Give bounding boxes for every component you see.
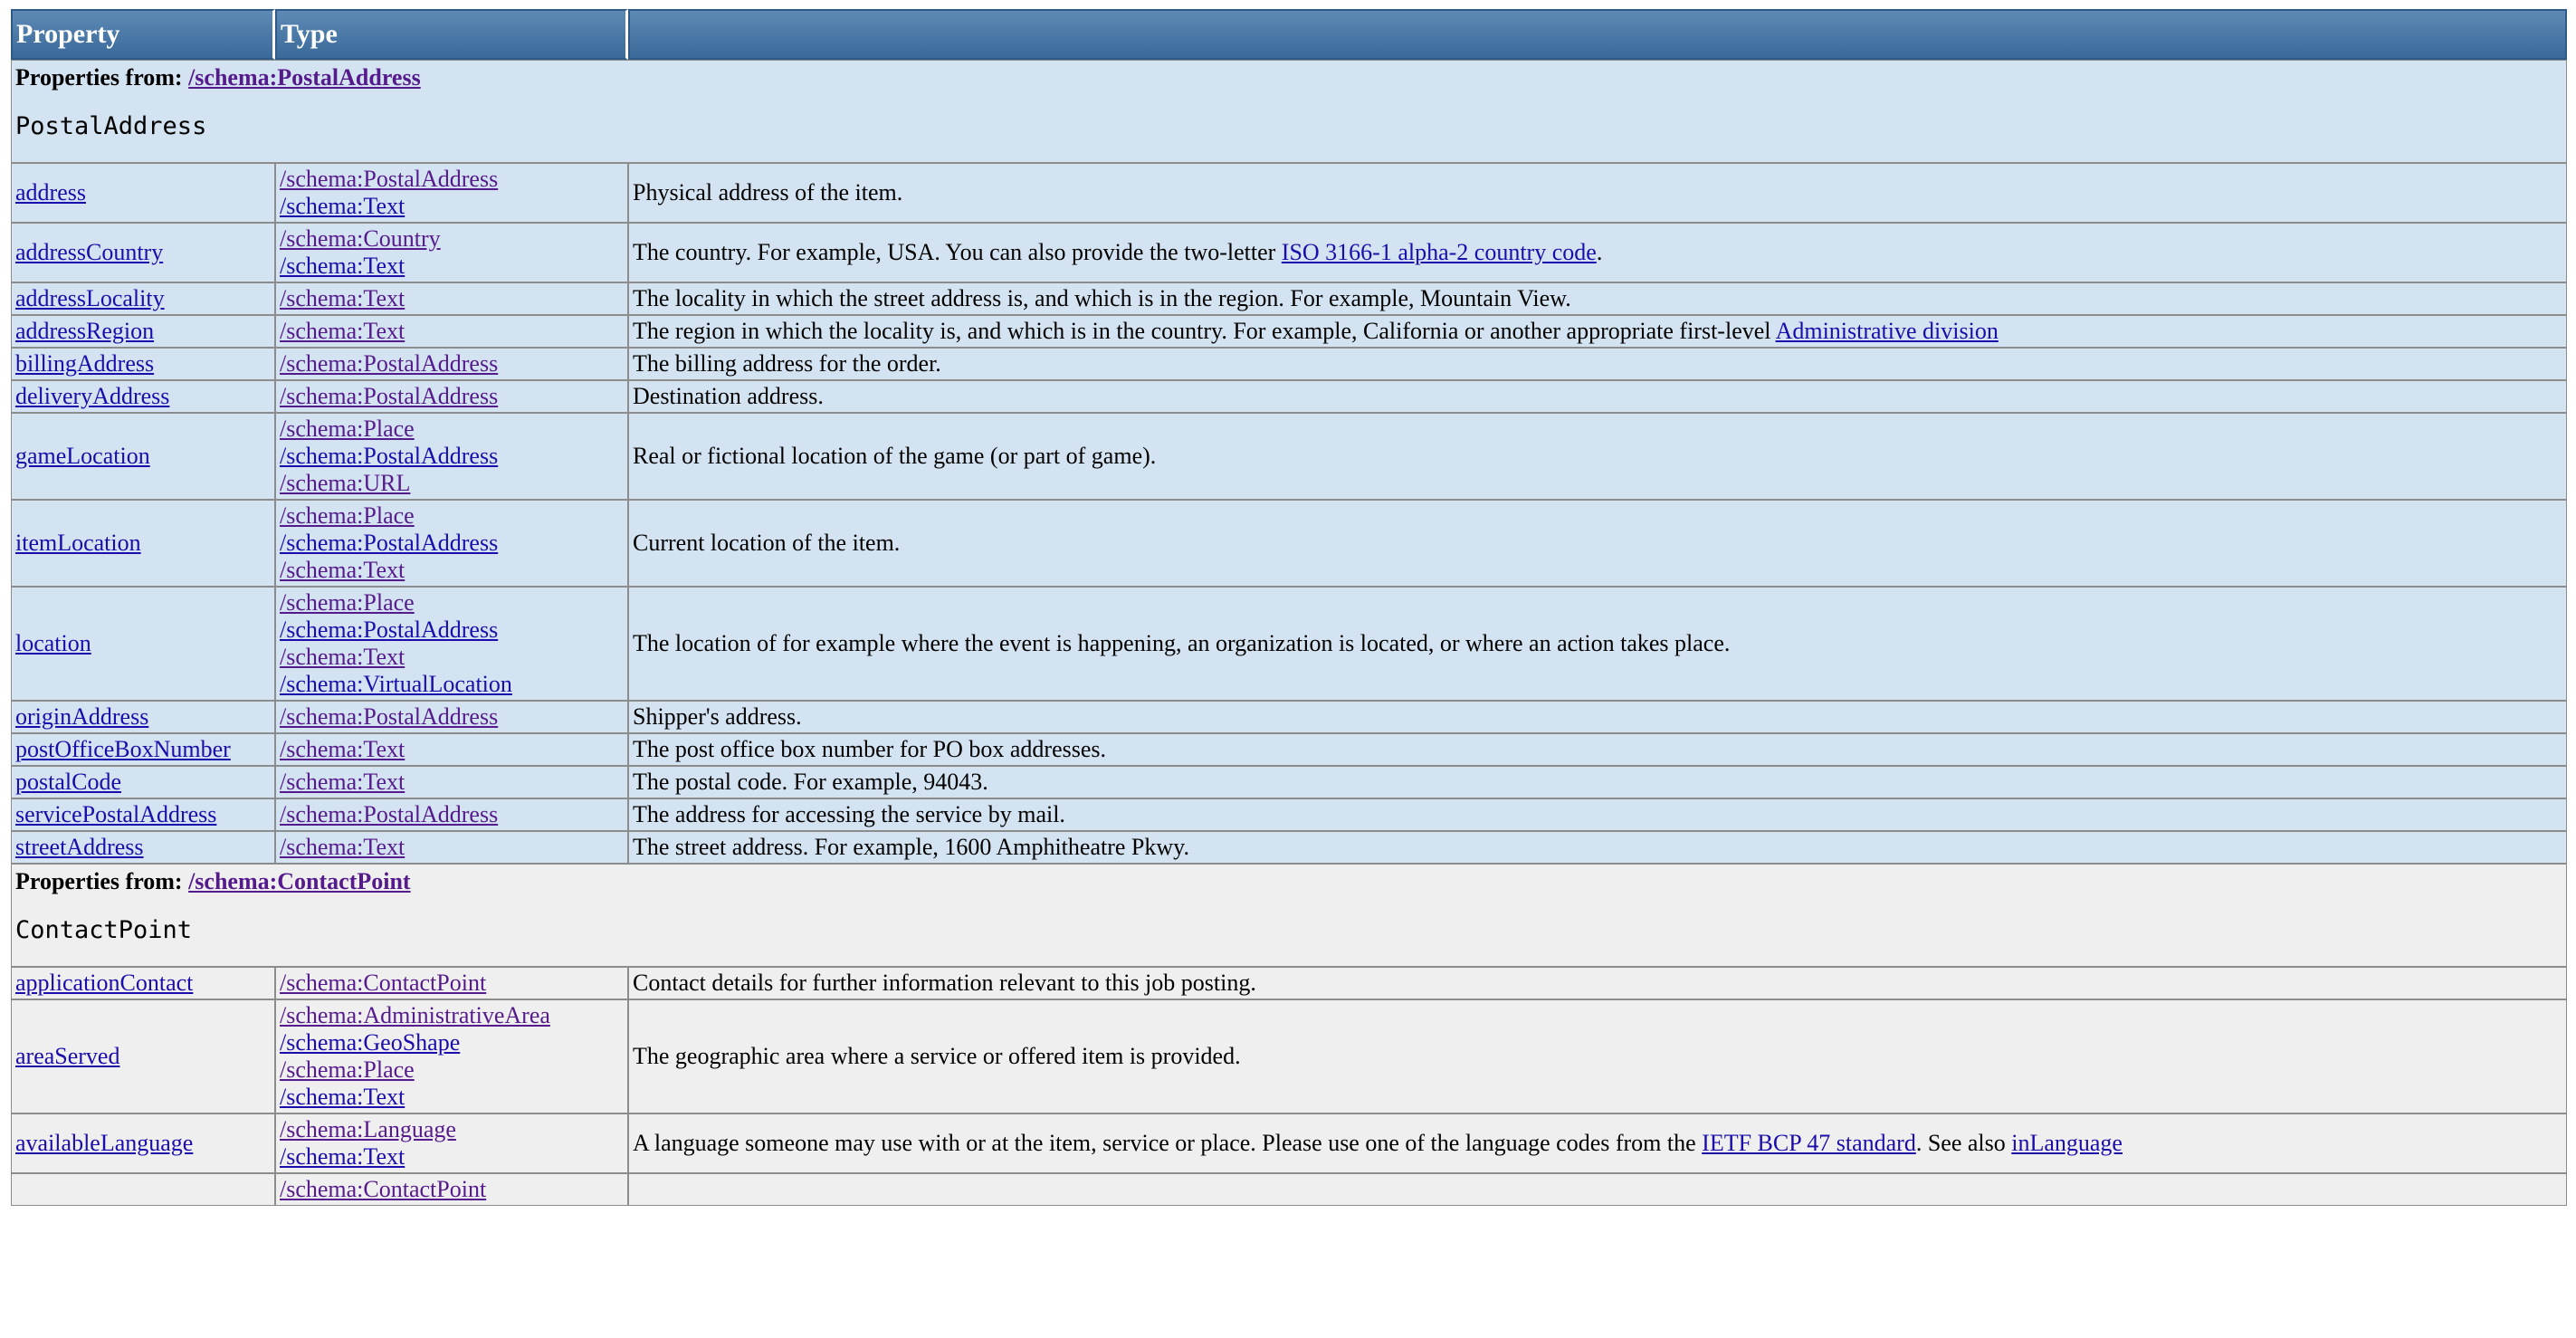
type-link[interactable]: /schema:PostalAddress <box>280 443 499 469</box>
type-link[interactable]: /schema:Text <box>280 1143 405 1170</box>
table-row <box>11 733 2567 766</box>
description-text: Current location of the item. <box>633 530 901 556</box>
type-cell <box>275 380 628 413</box>
type-link[interactable]: /schema:Text <box>280 1084 405 1110</box>
property-cell <box>11 733 275 766</box>
type-link[interactable]: /schema:PostalAddress <box>280 703 499 730</box>
description-text: Real or fictional location of the game (or part of game). <box>633 443 1157 469</box>
type-cell <box>275 766 628 798</box>
section-header <box>11 60 2567 163</box>
description-cell <box>628 163 2567 223</box>
property-cell <box>11 766 275 798</box>
type-cell <box>275 733 628 766</box>
description-text: Physical address of the item. <box>633 179 903 205</box>
type-cell <box>275 999 628 1113</box>
description-text: Destination address. <box>633 383 824 409</box>
section-type-link[interactable]: /schema:PostalAddress <box>188 64 421 91</box>
type-link[interactable]: /schema:VirtualLocation <box>280 671 512 697</box>
table-row <box>11 999 2567 1113</box>
type-link[interactable]: /schema:PostalAddress <box>280 801 499 827</box>
description-cell <box>628 701 2567 733</box>
property-link[interactable]: address <box>15 179 86 205</box>
property-link[interactable]: addressCountry <box>15 239 164 265</box>
description-text: The street address. For example, 1600 Amphitheatre Pkwy. <box>633 834 1189 860</box>
type-cell <box>275 500 628 587</box>
description-cell <box>628 733 2567 766</box>
type-link[interactable]: /schema:Text <box>280 285 405 311</box>
table-row <box>11 500 2567 587</box>
description-text: The billing address for the order. <box>633 350 941 377</box>
table-row <box>11 967 2567 999</box>
property-cell <box>11 798 275 831</box>
property-link[interactable]: itemLocation <box>15 530 141 556</box>
property-link[interactable]: streetAddress <box>15 834 144 860</box>
description-text: The locality in which the street address is, and which is in the region. For example, Mountain View. <box>633 285 1571 311</box>
table-row <box>11 587 2567 701</box>
section-source <box>15 64 2562 91</box>
table-row <box>11 315 2567 348</box>
section-header <box>11 864 2567 967</box>
type-cell <box>275 798 628 831</box>
description-link-secondary[interactable]: inLanguage <box>2011 1130 2123 1156</box>
type-cell <box>275 831 628 864</box>
table-row <box>11 1173 2567 1206</box>
property-link[interactable]: applicationContact <box>15 970 194 996</box>
description-link[interactable]: Administrative division <box>1775 318 1999 344</box>
description-text: Shipper's address. <box>633 703 802 730</box>
description-text: The address for accessing the service by mail. <box>633 801 1065 827</box>
table-row <box>11 831 2567 864</box>
properties-table <box>11 9 2567 1206</box>
type-link[interactable]: /schema:ContactPoint <box>280 1176 487 1202</box>
property-link[interactable]: gameLocation <box>15 443 150 469</box>
description-cell <box>628 587 2567 701</box>
description-text: The region in which the locality is, and which is in the country. For example, California or another appropriate first-level <box>633 318 1776 344</box>
section-type-name: PostalAddress <box>15 112 207 140</box>
type-link[interactable]: /schema:Text <box>280 193 405 219</box>
type-link[interactable]: /schema:GeoShape <box>280 1029 461 1056</box>
section-type-name: ContactPoint <box>15 916 193 944</box>
table-row <box>11 163 2567 223</box>
type-link[interactable]: /schema:URL <box>280 470 411 496</box>
type-link[interactable]: /schema:PostalAddress <box>280 350 499 377</box>
type-cell <box>275 1173 628 1206</box>
description-cell <box>628 831 2567 864</box>
type-link[interactable]: /schema:PostalAddress <box>280 530 499 556</box>
type-cell <box>275 701 628 733</box>
property-cell <box>11 500 275 587</box>
property-cell <box>11 223 275 282</box>
description-text-after: . See also <box>1915 1130 2012 1156</box>
type-cell <box>275 967 628 999</box>
header-row <box>11 9 2567 60</box>
description-text: The post office box number for PO box addresses. <box>633 736 1107 762</box>
type-cell <box>275 282 628 315</box>
description-cell <box>628 766 2567 798</box>
description-cell <box>628 413 2567 500</box>
type-cell <box>275 223 628 282</box>
property-cell <box>11 282 275 315</box>
property-link[interactable]: availableLanguage <box>15 1130 194 1156</box>
type-link[interactable]: /schema:Text <box>280 253 405 279</box>
description-text-after: . <box>1596 239 1603 265</box>
type-cell <box>275 413 628 500</box>
table-row <box>11 380 2567 413</box>
type-link[interactable]: /schema:PostalAddress <box>280 166 499 192</box>
type-link[interactable]: /schema:Place <box>280 416 415 442</box>
section-prefix: Properties from: <box>15 64 189 91</box>
type-link[interactable]: /schema:AdministrativeArea <box>280 1002 550 1028</box>
section-header-row <box>11 60 2567 163</box>
property-cell <box>11 315 275 348</box>
description-text: The geographic area where a service or offered item is provided. <box>633 1043 1241 1069</box>
type-link[interactable]: /schema:Place <box>280 589 415 616</box>
property-cell <box>11 701 275 733</box>
description-cell <box>628 1173 2567 1206</box>
table-row <box>11 223 2567 282</box>
type-link[interactable]: /schema:Text <box>280 557 405 583</box>
type-cell <box>275 1113 628 1173</box>
table-row <box>11 413 2567 500</box>
table-row <box>11 1113 2567 1173</box>
header-type: Type <box>275 9 628 60</box>
type-cell <box>275 315 628 348</box>
table-row <box>11 348 2567 380</box>
property-link[interactable]: originAddress <box>15 703 149 730</box>
property-cell <box>11 587 275 701</box>
property-link[interactable]: location <box>15 630 91 656</box>
property-cell <box>11 999 275 1113</box>
header-description <box>628 9 2567 60</box>
type-link[interactable]: /schema:Text <box>280 644 405 670</box>
property-cell <box>11 380 275 413</box>
description-link[interactable]: IETF BCP 47 standard <box>1702 1130 1916 1156</box>
section-type-link[interactable]: /schema:ContactPoint <box>188 868 411 894</box>
description-link[interactable]: ISO 3166-1 alpha-2 country code <box>1281 239 1597 265</box>
section-header-row <box>11 864 2567 967</box>
table-row <box>11 766 2567 798</box>
description-cell <box>628 348 2567 380</box>
table-row <box>11 701 2567 733</box>
type-cell <box>275 348 628 380</box>
type-link[interactable]: /schema:ContactPoint <box>280 970 487 996</box>
property-cell <box>11 831 275 864</box>
description-text: The location of for example where the event is happening, an organization is located, or where an action takes place. <box>633 630 1731 656</box>
description-text: A language someone may use with or at the item, service or place. Please use one of the language codes from the <box>633 1130 1703 1156</box>
description-cell <box>628 500 2567 587</box>
property-link[interactable]: addressLocality <box>15 285 165 311</box>
property-cell <box>11 163 275 223</box>
property-link[interactable]: areaServed <box>15 1043 120 1069</box>
description-text: Contact details for further information relevant to this job posting. <box>633 970 1256 996</box>
property-link[interactable]: servicePostalAddress <box>15 801 217 827</box>
description-cell <box>628 1113 2567 1173</box>
property-link[interactable]: addressRegion <box>15 318 155 344</box>
property-cell <box>11 967 275 999</box>
table-row <box>11 798 2567 831</box>
section-source <box>15 868 2562 895</box>
type-link[interactable]: /schema:Place <box>280 1056 415 1083</box>
type-cell <box>275 587 628 701</box>
type-link[interactable]: /schema:PostalAddress <box>280 616 499 643</box>
type-link[interactable]: /schema:Language <box>280 1116 456 1142</box>
description-cell <box>628 380 2567 413</box>
property-cell <box>11 413 275 500</box>
property-cell <box>11 1113 275 1173</box>
type-link[interactable]: /schema:Text <box>280 834 405 860</box>
table-body <box>11 60 2567 1206</box>
type-link[interactable]: /schema:PostalAddress <box>280 383 499 409</box>
type-link[interactable]: /schema:Text <box>280 736 405 762</box>
section-prefix: Properties from: <box>15 868 189 894</box>
description-cell <box>628 798 2567 831</box>
type-cell <box>275 163 628 223</box>
description-cell <box>628 223 2567 282</box>
property-link[interactable]: billingAddress <box>15 350 155 377</box>
property-cell <box>11 1173 275 1206</box>
property-link[interactable]: deliveryAddress <box>15 383 170 409</box>
property-link[interactable]: postOfficeBoxNumber <box>15 736 231 762</box>
header-property: Property <box>11 9 275 60</box>
property-link[interactable]: postalCode <box>15 769 121 795</box>
description-cell <box>628 315 2567 348</box>
description-cell <box>628 999 2567 1113</box>
description-text: The country. For example, USA. You can also provide the two-letter <box>633 239 1282 265</box>
description-cell <box>628 282 2567 315</box>
type-link[interactable]: /schema:Text <box>280 318 405 344</box>
table-row <box>11 282 2567 315</box>
type-link[interactable]: /schema:Place <box>280 502 415 529</box>
description-text: The postal code. For example, 94043. <box>633 769 988 795</box>
type-link[interactable]: /schema:Text <box>280 769 405 795</box>
type-link[interactable]: /schema:Country <box>280 225 441 252</box>
description-cell <box>628 967 2567 999</box>
property-cell <box>11 348 275 380</box>
